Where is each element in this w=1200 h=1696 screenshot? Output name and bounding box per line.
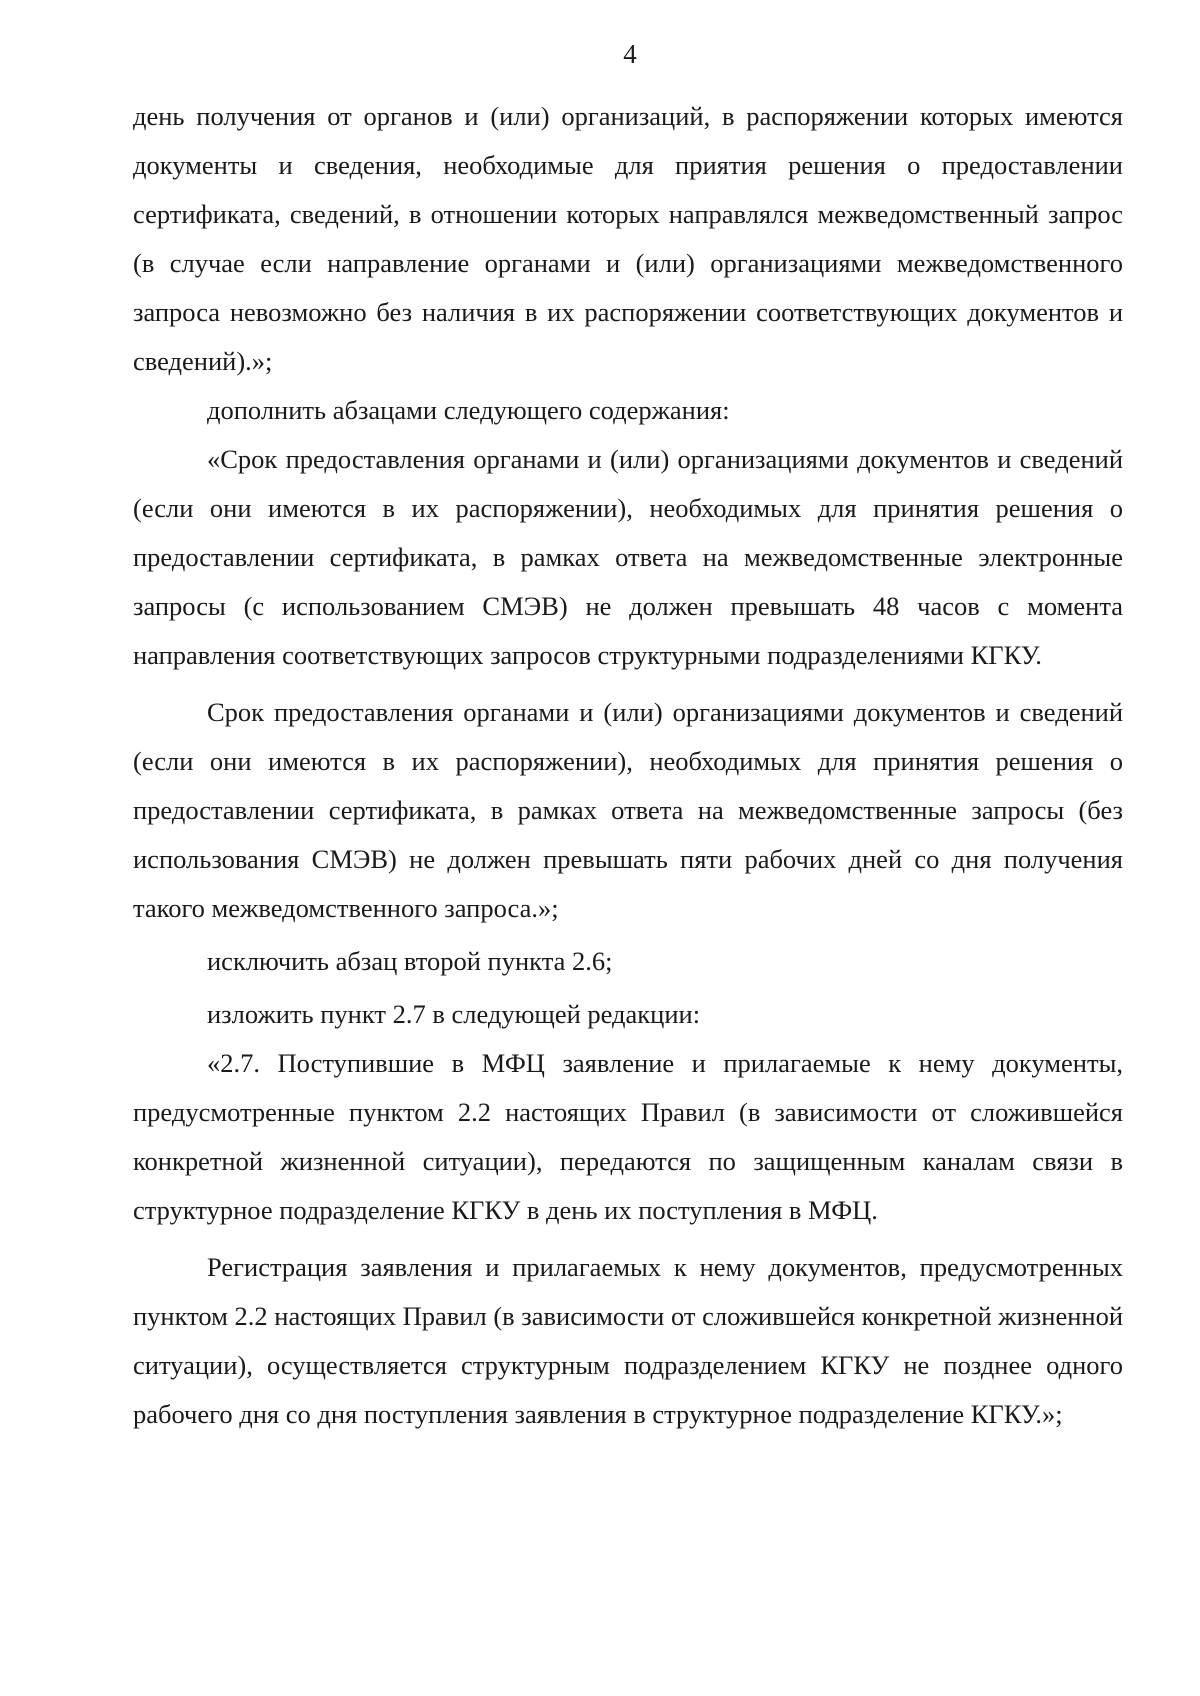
paragraph-continuation: день получения от органов и (или) организаций, в распоряжении которых имеются документы и сведения, необходимые для приятия решения о предоставлении сертификата, сведений, в отношении которых направлялся межведомственный запрос (в случае если направление органами и (или) организациями межведомственного запроса невозможно без наличия в их распоряжении соответствующих документов и сведений).»; — [133, 101, 1123, 376]
document-body — [133, 92, 1123, 1439]
paragraph-non-smev-term: Срок предоставления органами и (или) организациями документов и сведений (если они имеются в их распоряжении), необходимых для принятия решения о предоставлении сертификата, в рамках ответа на межведомственные запросы (без использования СМЭВ) не должен превышать пяти рабочих дней со дня получения такого межведомственного запроса.»; — [133, 697, 1123, 923]
paragraph-registration: Регистрация заявления и прилагаемых к нему документов, предусмотренных пунктом 2.2 настоящих Правил (в зависимости от сложившейся конкретной жизненной ситуации), осуществляется структурным подразделением КГКУ не позднее одного рабочего дня со дня поступления заявления в структурное подразделение КГКУ.»; — [133, 1252, 1123, 1429]
paragraph-instruction-add: дополнить абзацами следующего содержания: — [207, 395, 730, 425]
paragraph-instruction-exclude: исключить абзац второй пункта 2.6; — [207, 946, 613, 976]
paragraph-instruction-restate: изложить пункт 2.7 в следующей редакции: — [207, 999, 701, 1029]
paragraph-clause-2-7: «2.7. Поступившие в МФЦ заявление и прилагаемые к нему документы, предусмотренные пунктом 2.2 настоящих Правил (в зависимости от сложившейся конкретной жизненной ситуации), передаются по защищенным каналам связи в структурное подразделение КГКУ в день их поступления в МФЦ. — [133, 1048, 1123, 1225]
paragraph-quote-smev-term: «Срок предоставления органами и (или) организациями документов и сведений (если они имеются в их распоряжении), необходимых для принятия решения о предоставлении сертификата, в рамках ответа на межведомственные электронные запросы (с использованием СМЭВ) не должен превышать 48 часов с момента направления соответствующих запросов структурными подразделениями КГКУ. — [133, 444, 1123, 670]
page-number: 4 — [623, 39, 637, 69]
